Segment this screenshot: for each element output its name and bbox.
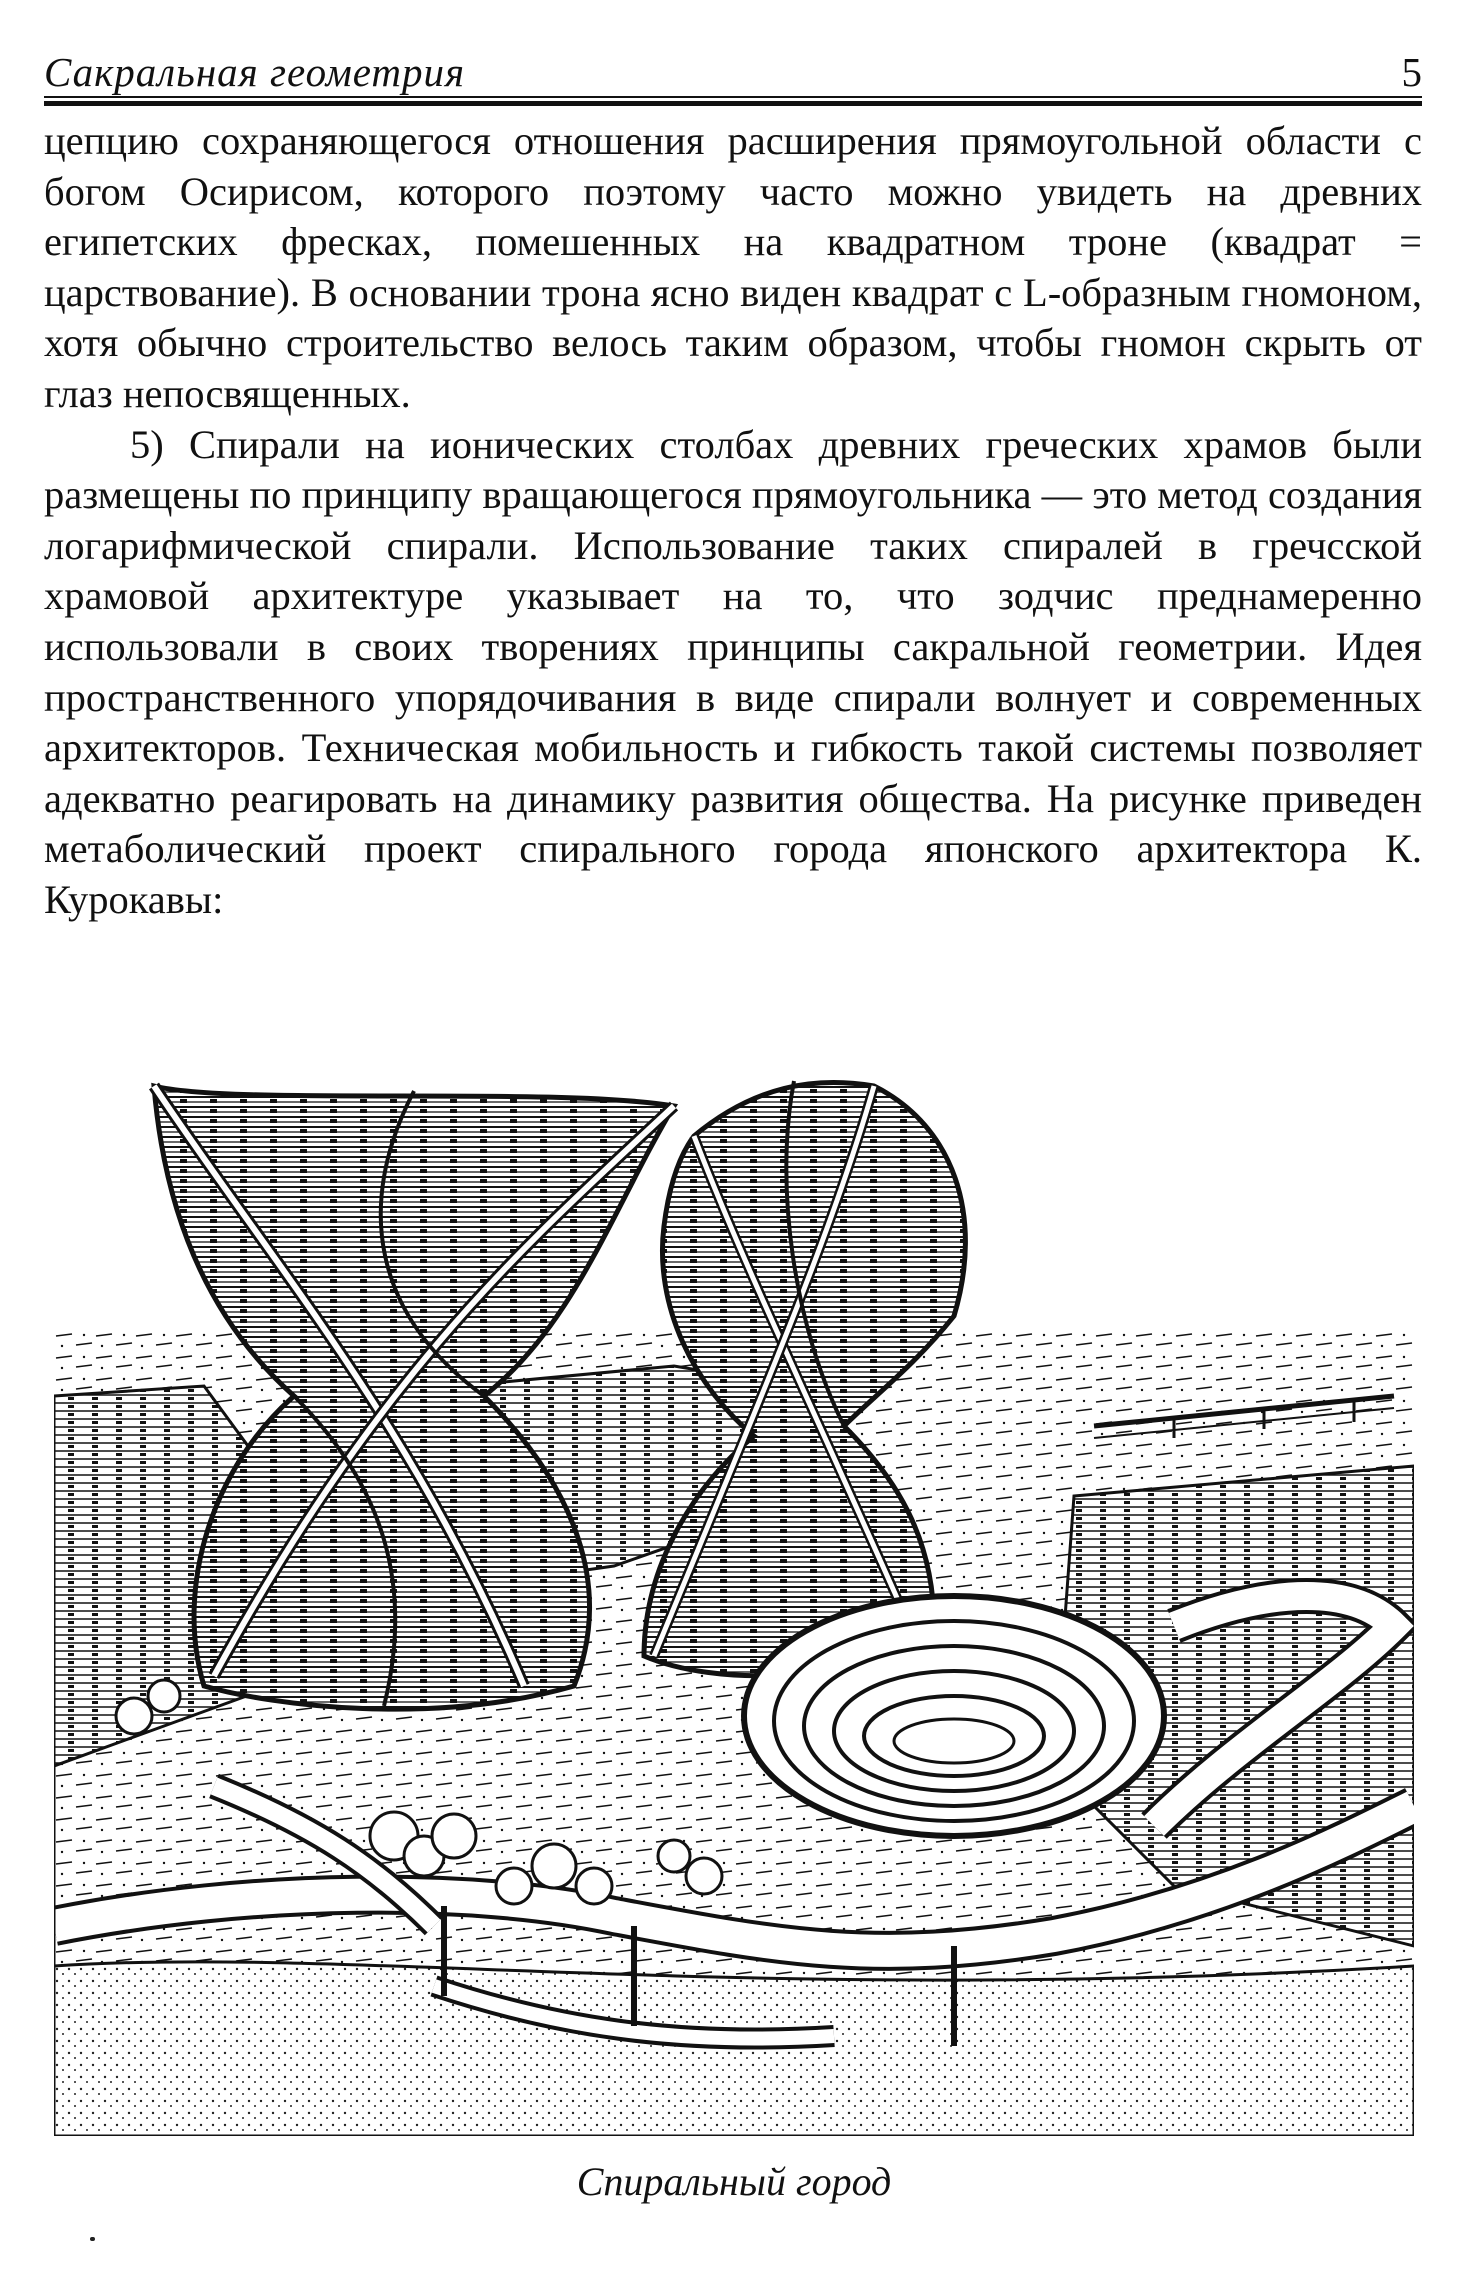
paragraph-continued: цепцию сохраняющегося отношения расширения прямоугольной области с богом Осирисом, которого поэтому часто можно увидеть на древних египетских фресках, помешенных на квадратном троне (квадрат = царствование). В основании трона ясно виден квадрат с L-образным гномоном, хотя обычно строительство велось таким образом, чтобы гномон скрыть от глаз непосвященных. bbox=[44, 118, 1422, 416]
print-speck bbox=[90, 2237, 95, 2241]
oval-terraces bbox=[744, 1596, 1164, 1836]
body-text bbox=[44, 116, 1422, 926]
figure-caption: Спиральный город bbox=[576, 2159, 892, 2204]
running-header bbox=[44, 44, 1422, 100]
header-rule bbox=[44, 96, 1422, 98]
header-rule-thick bbox=[44, 101, 1422, 106]
spiral-city-illustration bbox=[54, 1066, 1414, 2136]
page-number: 5 bbox=[1401, 49, 1422, 95]
paragraph-spirals: 5) Спирали на ионических столбах древних греческих храмов были размещены по принципу вращающегося прямоугольника — это метод создания логарифмической спирали. Использование таких спиралей в гречсской храмовой архитектуре указывает на то, что зодчис преднамеренно использовали в своих творениях принципы сакральной геометрии. Идея пространственного упорядочивания в виде спирали волнует и современных архитекторов. Техническая мобильность и гибкость такой системы позволяет адекватно реагировать на динамику развития общества. На рисунке приведен метаболический проект спирального города японского архитектора К. Курокавы: bbox=[44, 421, 1422, 922]
running-title: Сакральная геометрия bbox=[44, 49, 466, 95]
